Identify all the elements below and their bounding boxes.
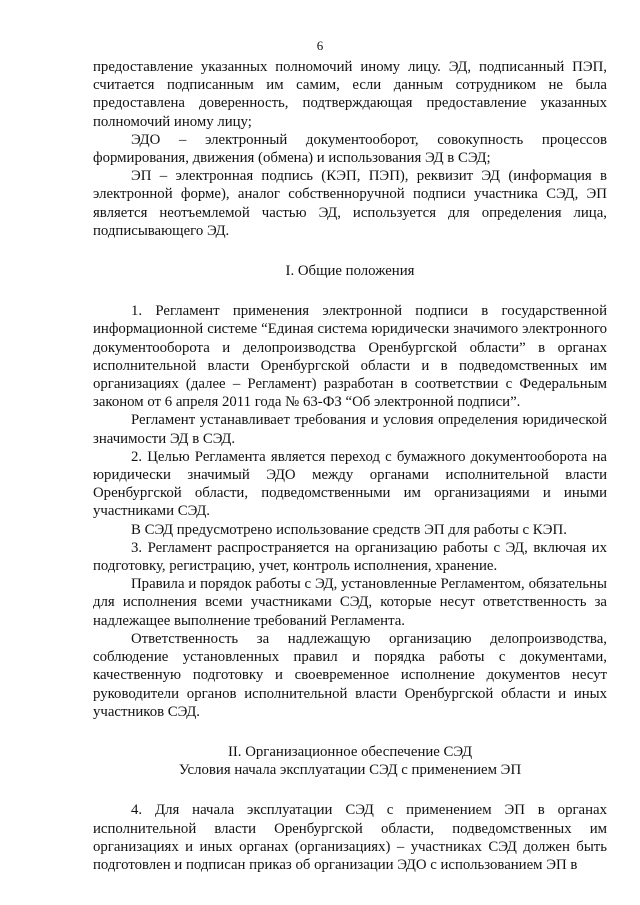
paragraph: ЭДО – электронный документооборот, совокупность процессов формирования, движения (обмена) и использования ЭД в СЭД; bbox=[93, 131, 607, 167]
paragraph: 3. Регламент распространяется на организацию работы с ЭД, включая их подготовку, регистрацию, учет, контроль исполнения, хранение. bbox=[93, 539, 607, 575]
paragraph: ЭП – электронная подпись (КЭП, ПЭП), реквизит ЭД (информация в электронной форме), аналог собственноручной подписи участника СЭД, ЭП является неотъемлемой частью ЭД, используется для определения лица, подписывающего ЭД. bbox=[93, 168, 607, 239]
paragraph: Регламент устанавливает требования и условия определения юридической значимости ЭД в СЭД. bbox=[93, 412, 607, 447]
paragraph: В СЭД предусмотрено использование средств ЭП для работы с КЭП. bbox=[131, 521, 567, 538]
paragraph: Ответственность за надлежащую организацию делопроизводства, соблюдение установленных правил и порядка работы с документами, качественную подготовку и своевременное исполнение документов несут руководители органов исполнительной власти Оренбургской области и иных участников СЭД. bbox=[93, 630, 607, 720]
paragraph: 1. Регламент применения электронной подписи в государственной информационной системе “Единая система юридически значимого электронного документооборота и делопроизводства Оренбургской области” в органах исполнительной власти Оренбургской области и в подведомственных им организациях (далее – Регламент) разработан в соответствии с Федеральным законом от 6 апреля 2011 года № 63-ФЗ “Об электронной подписи”. bbox=[93, 303, 607, 411]
spacer bbox=[93, 240, 607, 262]
section-heading: I. Общие положения bbox=[285, 263, 415, 280]
section-heading: Условия начала эксплуатации СЭД с применением ЭП bbox=[178, 762, 522, 779]
section-heading: II. Организационное обеспечение СЭД bbox=[227, 743, 473, 760]
spacer bbox=[93, 280, 607, 302]
paragraph: 4. Для начала эксплуатации СЭД с применением ЭП в органах исполнительной власти Оренбургской области, подведомственных им организациях и иных органах (организациях) – участниках СЭД должен быть подготовлен и подписан приказ об организации ЭДО с использованием ЭП в bbox=[93, 802, 607, 873]
spacer bbox=[93, 779, 607, 801]
paragraph: 2. Целью Регламента является переход с бумажного документооборота на юридически значимый ЭДО между органами исполнительной власти Оренбургской области, подведомственными им организациями и иными участниками СЭД. bbox=[93, 448, 607, 520]
page-number: 6 bbox=[316, 38, 324, 53]
paragraph: предоставление указанных полномочий иному лицу. ЭД, подписанный ПЭП, считается подписанным им самим, если данным сотрудником не была предоставлена доверенность, подтверждающая предоставление указанных полномочий иному лицу; bbox=[93, 59, 607, 130]
document-body bbox=[93, 58, 607, 874]
paragraph: Правила и порядок работы с ЭД, установленные Регламентом, обязательны для исполнения всеми участниками СЭД, которые несут ответственность за надлежащее выполнение требований Регламента. bbox=[93, 576, 607, 629]
spacer bbox=[93, 721, 607, 743]
